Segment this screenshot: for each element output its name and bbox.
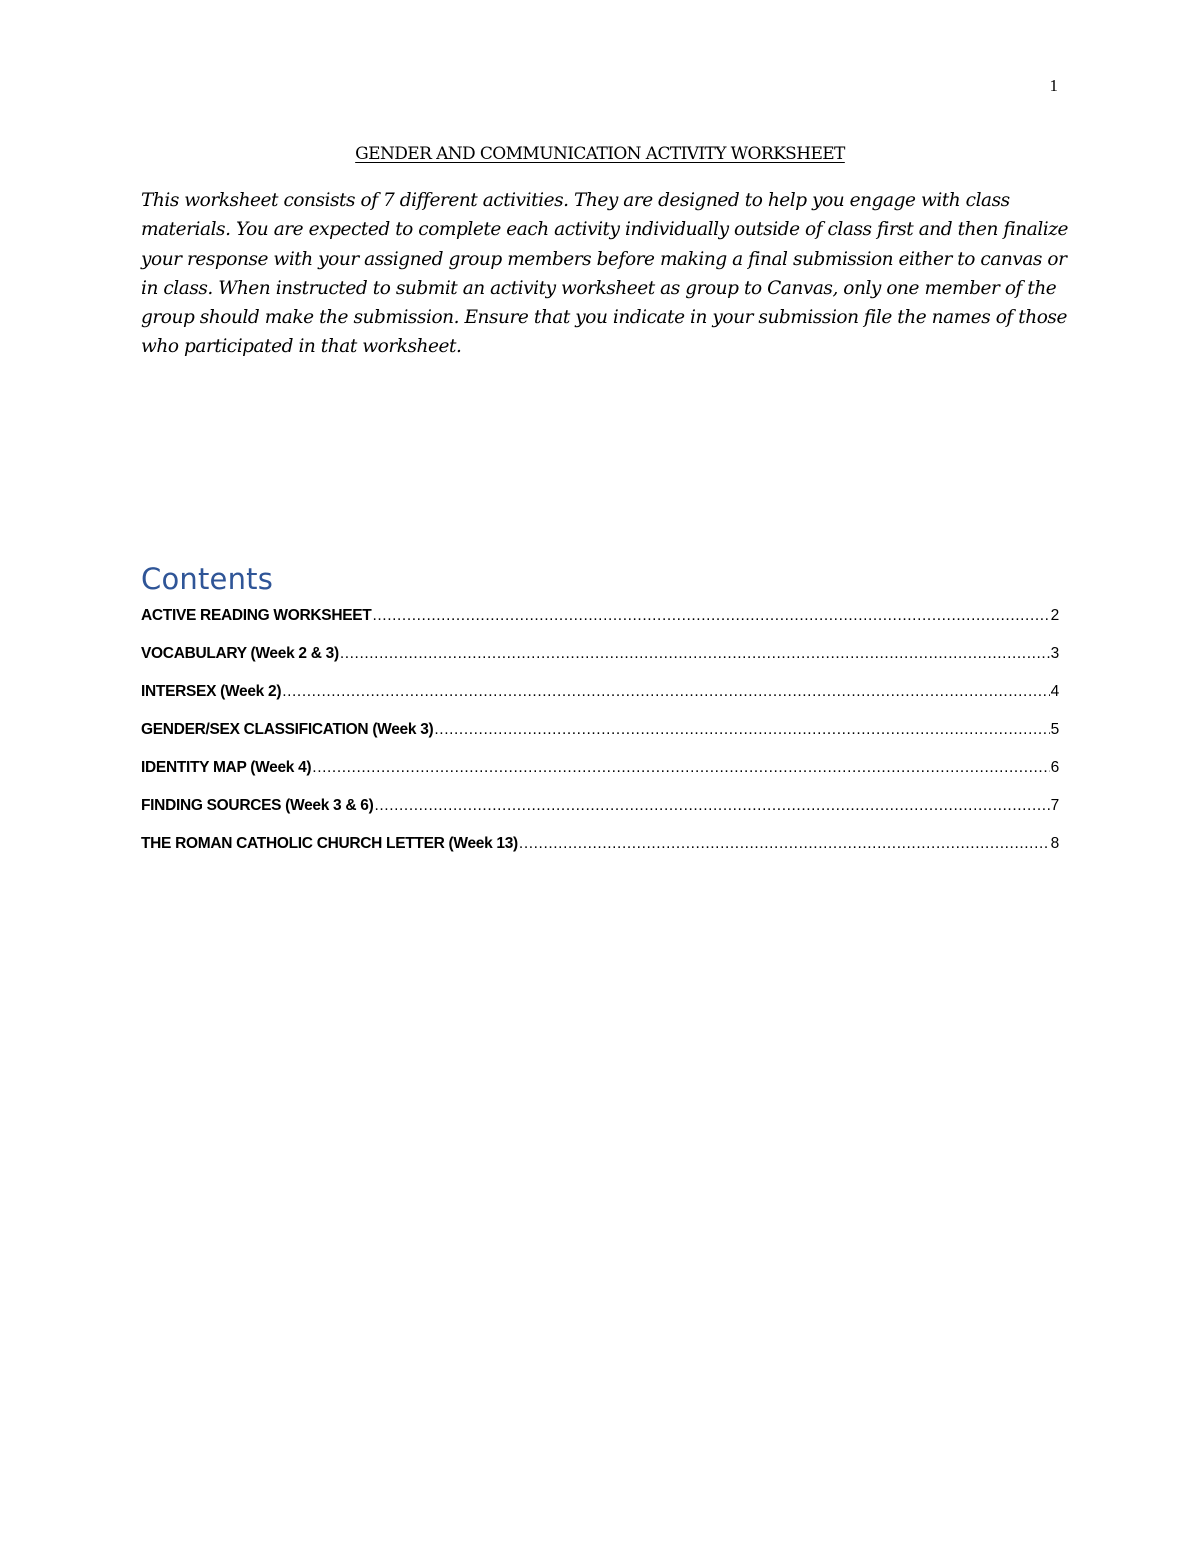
toc-entry-page: 5	[1050, 721, 1059, 738]
page-number: 1	[1049, 76, 1058, 95]
toc-entry-label: GENDER/SEX CLASSIFICATION (Week 3)	[141, 721, 434, 738]
toc-entry-roman-catholic-church-letter[interactable]	[141, 835, 1059, 873]
table-of-contents	[141, 607, 1059, 873]
toc-dot-leader	[374, 797, 1049, 815]
toc-entry-active-reading[interactable]	[141, 607, 1059, 645]
document-title: GENDER AND COMMUNICATION ACTIVITY WORKSHEET	[355, 144, 845, 164]
toc-entry-page: 8	[1050, 835, 1059, 852]
toc-dot-leader	[282, 683, 1049, 701]
intro-paragraph: This worksheet consists of 7 different activities. They are designed to help you engage with class materials. You are expected to complete each activity individually outside of class first and then finalize your response with your assigned group members before making a final submission either to canvas or in class. When instructed to submit an activity worksheet as group to Canvas, only one member of the group should make the submission. Ensure that you indicate in your submission file the names of those who participated in that worksheet.	[141, 190, 1069, 358]
toc-entry-page: 4	[1050, 683, 1059, 700]
toc-entry-vocabulary[interactable]	[141, 645, 1059, 683]
toc-dot-leader	[519, 835, 1050, 853]
toc-entry-page: 6	[1050, 759, 1059, 776]
toc-entry-gender-sex-classification[interactable]	[141, 721, 1059, 759]
toc-entry-label: ACTIVE READING WORKSHEET	[141, 607, 372, 624]
toc-entry-label: IDENTITY MAP (Week 4)	[141, 759, 312, 776]
toc-entry-intersex[interactable]	[141, 683, 1059, 721]
contents-heading: Contents	[141, 562, 274, 596]
toc-entry-identity-map[interactable]	[141, 759, 1059, 797]
toc-dot-leader	[434, 721, 1049, 739]
toc-entry-label: THE ROMAN CATHOLIC CHURCH LETTER (Week 13)	[141, 835, 518, 852]
toc-dot-leader	[340, 645, 1050, 663]
toc-entry-page: 7	[1050, 797, 1059, 814]
toc-entry-page: 3	[1050, 645, 1059, 662]
toc-entry-label: FINDING SOURCES (Week 3 & 6)	[141, 797, 374, 814]
toc-entry-label: VOCABULARY (Week 2 & 3)	[141, 645, 339, 662]
toc-entry-label: INTERSEX (Week 2)	[141, 683, 282, 700]
toc-entry-finding-sources[interactable]	[141, 797, 1059, 835]
toc-entry-page: 2	[1050, 607, 1059, 624]
toc-dot-leader	[372, 607, 1049, 625]
toc-dot-leader	[312, 759, 1049, 777]
